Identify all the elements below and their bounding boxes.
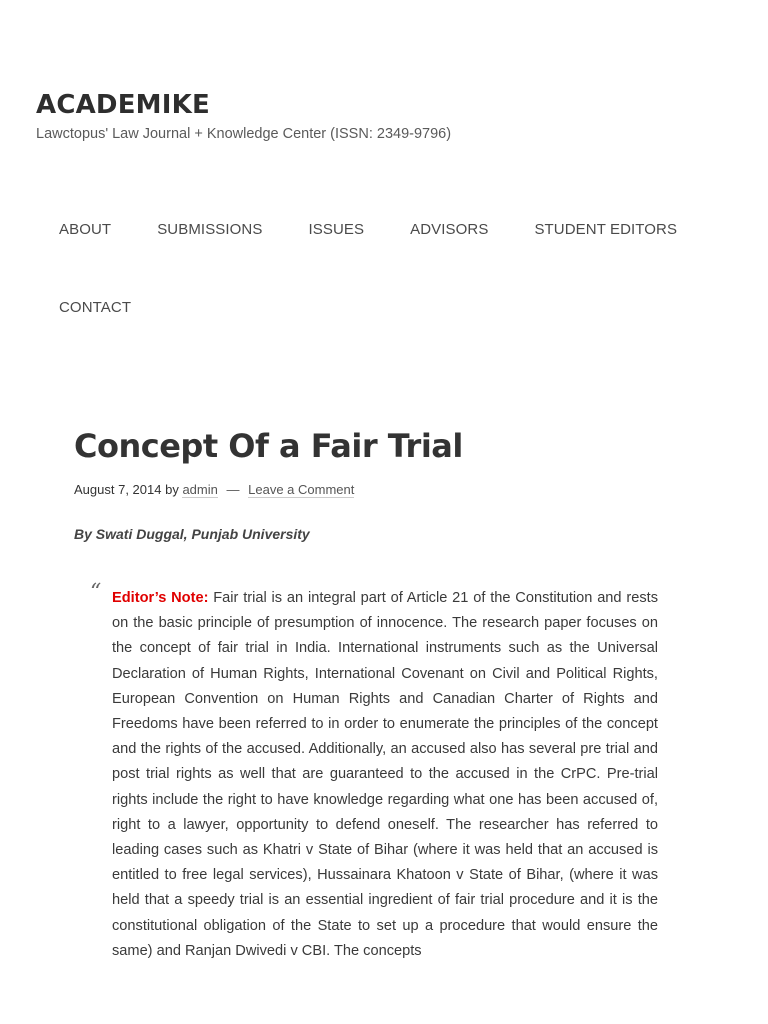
site-header: [36, 88, 736, 144]
entry-meta: [74, 480, 658, 500]
main-navigation: [36, 190, 736, 346]
quote-mark-icon: “: [90, 580, 102, 605]
nav-item-advisors[interactable]: ADVISORS: [410, 220, 489, 238]
editors-note-text: [112, 586, 658, 964]
by-label: by: [165, 482, 179, 497]
nav-item-student-editors[interactable]: STUDENT EDITORS: [534, 220, 678, 238]
nav-item-issues[interactable]: ISSUES: [308, 220, 365, 238]
editors-note-body: Fair trial is an integral part of Article 21 of the Constitution and rests on the basic principle of presumption of innocence. The research paper focuses on the concept of fair trial in India. International instruments such as the Universal Declaration of Human Rights, International Covenant on Civil and Political Rights, European Convention on Human Rights and Canadian Charter of Rights and Freedoms have been referred to in order to enumerate the principles of the concept and the rights of the accused. Additionally, an accused also has several pre trial and post trial rights as well that are guaranteed to the accused in the CrPC. Pre-trial rights include the right to have knowledge regarding what one has been accused of, right to a lawyer, opportunity to defend oneself. The researcher has referred to leading cases such as Khatri v State of Bihar (where it was held that an accused is entitled to free legal services), Hussainara Khatoon v State of Bihar, (where it was held that a speedy trial is an essential ingredient of fair trial procedure and it is the constitutional obligation of the State to set up a procedure that would ensure the same) and Ranjan Dwivedi v CBI. The concepts: [112, 590, 658, 959]
site-title[interactable]: ACADEMIKE: [36, 90, 210, 120]
site-tagline: Lawctopus' Law Journal + Knowledge Center (ISSN: 2349-9796): [36, 126, 452, 142]
nav-row-1: [36, 190, 736, 268]
nav-item-about[interactable]: ABOUT: [59, 220, 112, 238]
leave-comment-link[interactable]: Leave a Comment: [248, 482, 355, 497]
article-title: Concept Of a Fair Trial: [74, 427, 463, 465]
nav-row-2: [36, 268, 736, 346]
nav-item-submissions[interactable]: SUBMISSIONS: [157, 220, 263, 238]
author-link[interactable]: admin: [182, 482, 218, 497]
meta-separator: —: [226, 482, 240, 497]
post-date: August 7, 2014: [74, 482, 162, 497]
editors-note-quote: [74, 580, 658, 964]
editors-note-label: Editor’s Note:: [112, 590, 209, 606]
article: [74, 420, 658, 980]
nav-item-contact[interactable]: CONTACT: [59, 298, 132, 316]
article-byline: By Swati Duggal, Punjab University: [74, 526, 310, 542]
